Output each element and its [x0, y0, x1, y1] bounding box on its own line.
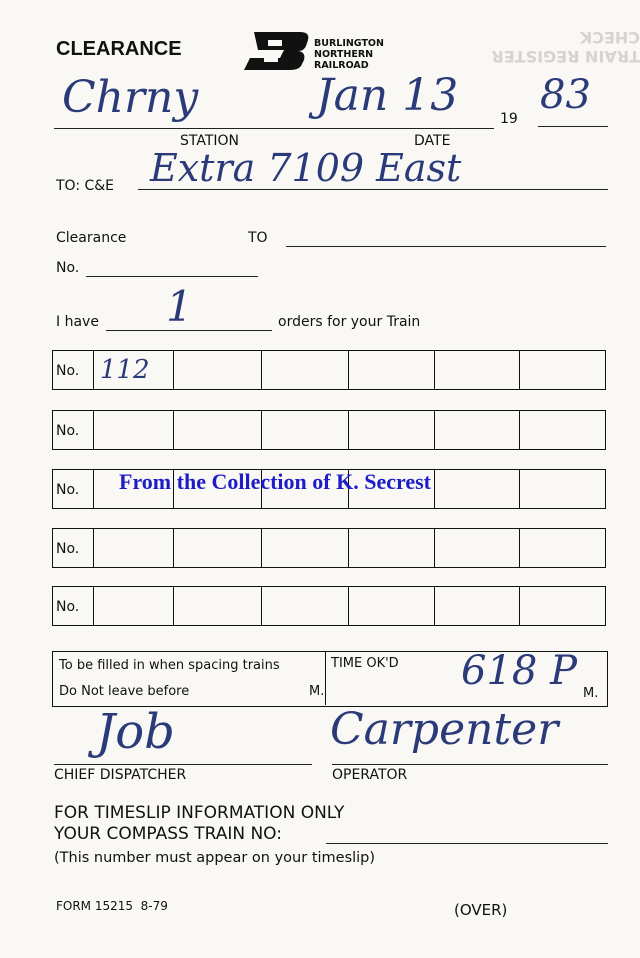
orders-count-line — [106, 330, 272, 331]
bleed-through-text: TRAIN REGISTER CHECK — [491, 28, 640, 66]
clearance-no-line — [86, 276, 258, 277]
handwritten-order-no: 112 — [99, 355, 150, 385]
clearance-to-label: TO — [248, 230, 268, 246]
chief-dispatcher-signature: Job — [96, 704, 175, 760]
i-have-label: I have — [56, 314, 99, 330]
logo-line-3: RAILROAD — [314, 60, 369, 71]
timeslip-line-2: YOUR COMPASS TRAIN NO: — [54, 824, 282, 844]
time-ok-label: TIME OK'D — [331, 656, 399, 671]
orders-label: orders for your Train — [278, 314, 421, 330]
order-row-1 — [52, 350, 606, 390]
operator-signature: Carpenter — [330, 704, 559, 755]
logo-line-2: NORTHERN — [314, 49, 374, 60]
handwritten-year: 83 — [540, 72, 591, 118]
logo-text — [314, 38, 384, 71]
chief-dispatcher-label: CHIEF DISPATCHER — [54, 767, 187, 783]
spacing-m-1: M. — [309, 684, 325, 699]
timeslip-line-1: FOR TIMESLIP INFORMATION ONLY — [54, 803, 345, 823]
spacing-m-2: M. — [583, 686, 599, 701]
order-row-2 — [52, 410, 606, 450]
date-label: DATE — [414, 133, 451, 149]
station-date-line — [54, 128, 494, 129]
spacing-line-2: Do Not leave before — [59, 684, 190, 699]
handwritten-orders-count: 1 — [166, 282, 193, 331]
handwritten-date: Jan 13 — [316, 70, 459, 121]
order-row-5 — [52, 586, 606, 626]
logo-line-1: BURLINGTON — [314, 38, 384, 49]
spacing-box — [52, 648, 608, 707]
order-row-4 — [52, 528, 606, 568]
operator-line — [332, 764, 608, 765]
handwritten-time-ok: 618 P — [461, 648, 577, 694]
order-row-label: No. — [56, 363, 80, 379]
form-title: CLEARANCE — [56, 38, 182, 60]
bn-logo-icon — [240, 30, 312, 72]
clearance-no-label: No. — [56, 260, 80, 276]
timeslip-note: (This number must appear on your timeslip) — [54, 850, 376, 866]
compass-train-line — [326, 843, 608, 844]
clearance-to-line — [286, 246, 606, 247]
collection-watermark: From the Collection of K. Secrest — [119, 469, 431, 494]
chief-dispatcher-line — [54, 764, 312, 765]
to-ce-line — [138, 189, 608, 190]
year-prefix: 19 — [500, 111, 518, 127]
order-row-label: No. — [56, 482, 80, 498]
handwritten-station: Chrny — [62, 72, 199, 123]
handwritten-to-value: Extra 7109 East — [150, 146, 462, 190]
order-row-label: No. — [56, 541, 80, 557]
over-label: (OVER) — [454, 901, 508, 919]
order-row-label: No. — [56, 599, 80, 615]
clearance-label: Clearance — [56, 230, 127, 246]
spacing-divider — [325, 652, 326, 705]
spacing-line-1: To be filled in when spacing trains — [59, 658, 280, 673]
to-ce-label: TO: C&E — [56, 178, 115, 194]
year-line — [538, 126, 608, 127]
order-row-label: No. — [56, 423, 80, 439]
operator-label: OPERATOR — [332, 767, 408, 783]
station-label: STATION — [180, 133, 240, 149]
form-number: FORM 15215 8-79 — [56, 899, 168, 913]
